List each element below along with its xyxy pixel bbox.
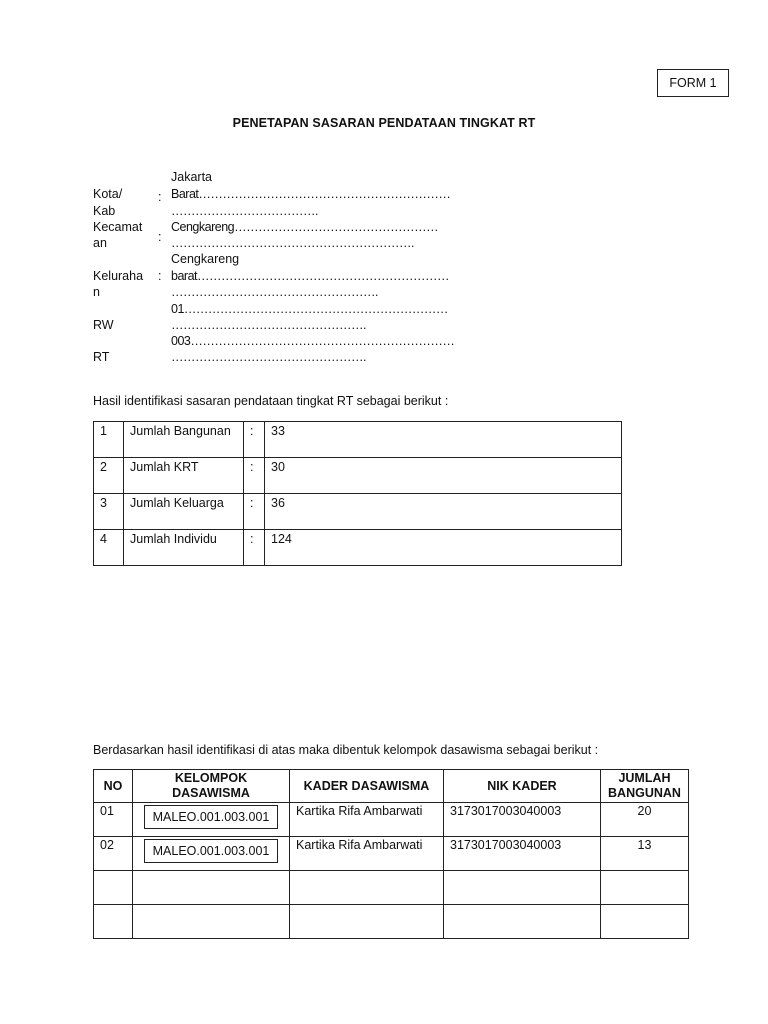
kelurahan-colon: :	[158, 269, 162, 283]
kecamatan-label: Kecamat	[93, 220, 143, 234]
group-kelompok: MALEO.001.003.001	[144, 839, 279, 863]
kota-label: Kota/	[93, 187, 123, 201]
target-colon: :	[244, 422, 265, 458]
page-title: PENETAPAN SASARAN PENDATAAN TINGKAT RT	[232, 116, 536, 130]
empty-cell	[290, 871, 444, 905]
kecamatan-value-dots: …………………………………………………….	[171, 236, 414, 250]
target-label: Jumlah KRT	[124, 458, 244, 494]
table-row	[94, 871, 689, 905]
header-kader: KADER DASAWISMA	[290, 770, 444, 803]
table-row	[94, 458, 622, 494]
header-jumlah	[601, 770, 689, 803]
kecamatan-label-cont: an	[93, 236, 107, 250]
target-no: 3	[94, 494, 124, 530]
group-kelompok-cell	[133, 803, 290, 837]
table-row	[94, 905, 689, 939]
group-kelompok: MALEO.001.003.001	[144, 805, 279, 829]
target-label: Jumlah Keluarga	[124, 494, 244, 530]
table-row	[94, 837, 689, 871]
group-no: 01	[94, 803, 133, 837]
kelurahan-value-dots: …………………………………………….	[171, 285, 378, 299]
target-colon: :	[244, 458, 265, 494]
header-no: NO	[94, 770, 133, 803]
group-kader: Kartika Rifa Ambarwati	[290, 837, 444, 871]
table-row	[94, 494, 622, 530]
groups-intro: Berdasarkan hasil identifikasi di atas maka dibentuk kelompok dasawisma sebagai berikut :	[93, 743, 599, 757]
target-value: 124	[265, 530, 622, 566]
header-kelompok-line2: DASAWISMA	[172, 786, 250, 800]
rt-label: RT	[93, 350, 110, 364]
header-kelompok-line1: KELOMPOK	[174, 771, 248, 785]
target-no: 1	[94, 422, 124, 458]
table-row	[94, 422, 622, 458]
targets-table	[93, 421, 622, 566]
kelurahan-value-cont: barat………………………………………………………	[171, 269, 449, 283]
target-value: 30	[265, 458, 622, 494]
target-value: 33	[265, 422, 622, 458]
kelurahan-label: Keluraha	[93, 269, 144, 283]
target-colon: :	[244, 530, 265, 566]
target-value: 36	[265, 494, 622, 530]
group-no: 02	[94, 837, 133, 871]
kelurahan-label-cont: n	[93, 285, 100, 299]
rw-label: RW	[93, 318, 114, 332]
empty-cell	[133, 905, 290, 939]
empty-cell	[290, 905, 444, 939]
rw-value: 01…………………………………………………………	[171, 302, 448, 316]
group-nik: 3173017003040003	[444, 837, 601, 871]
kota-colon: :	[158, 190, 162, 204]
table-row	[94, 530, 622, 566]
empty-cell	[94, 905, 133, 939]
form-number-box	[657, 69, 729, 97]
group-jumlah: 20	[601, 803, 689, 837]
empty-cell	[601, 905, 689, 939]
target-label: Jumlah Individu	[124, 530, 244, 566]
empty-cell	[601, 871, 689, 905]
header-jumlah-line2: BANGUNAN	[608, 786, 681, 800]
rt-value: 003…………………………………………………………	[171, 334, 455, 348]
group-kader: Kartika Rifa Ambarwati	[290, 803, 444, 837]
form-number-label: FORM 1	[669, 76, 717, 90]
target-colon: :	[244, 494, 265, 530]
table-row	[94, 803, 689, 837]
groups-table	[93, 769, 689, 939]
empty-cell	[94, 871, 133, 905]
kecamatan-value: Cengkareng……………………………………………	[171, 220, 439, 234]
rt-value-dots: ………………………………………….	[171, 350, 366, 364]
target-label: Jumlah Bangunan	[124, 422, 244, 458]
kecamatan-colon: :	[158, 230, 162, 244]
targets-intro: Hasil identifikasi sasaran pendataan tingkat RT sebagai berikut :	[93, 394, 449, 408]
kota-value-cont: Barat………………………………………………………	[171, 187, 451, 201]
kota-value-dots: ……………………………….	[171, 204, 318, 218]
header-nik: NIK KADER	[444, 770, 601, 803]
target-no: 4	[94, 530, 124, 566]
header-kelompok	[133, 770, 290, 803]
target-no: 2	[94, 458, 124, 494]
header-jumlah-line1: JUMLAH	[618, 771, 671, 785]
empty-cell	[444, 871, 601, 905]
rw-value-dots: ………………………………………….	[171, 318, 366, 332]
group-nik: 3173017003040003	[444, 803, 601, 837]
kelurahan-value: Cengkareng	[171, 252, 240, 266]
group-jumlah: 13	[601, 837, 689, 871]
kota-label-cont: Kab	[93, 204, 116, 218]
empty-cell	[133, 871, 290, 905]
kota-value: Jakarta	[171, 170, 212, 184]
group-kelompok-cell	[133, 837, 290, 871]
table-header-row	[94, 770, 689, 803]
empty-cell	[444, 905, 601, 939]
